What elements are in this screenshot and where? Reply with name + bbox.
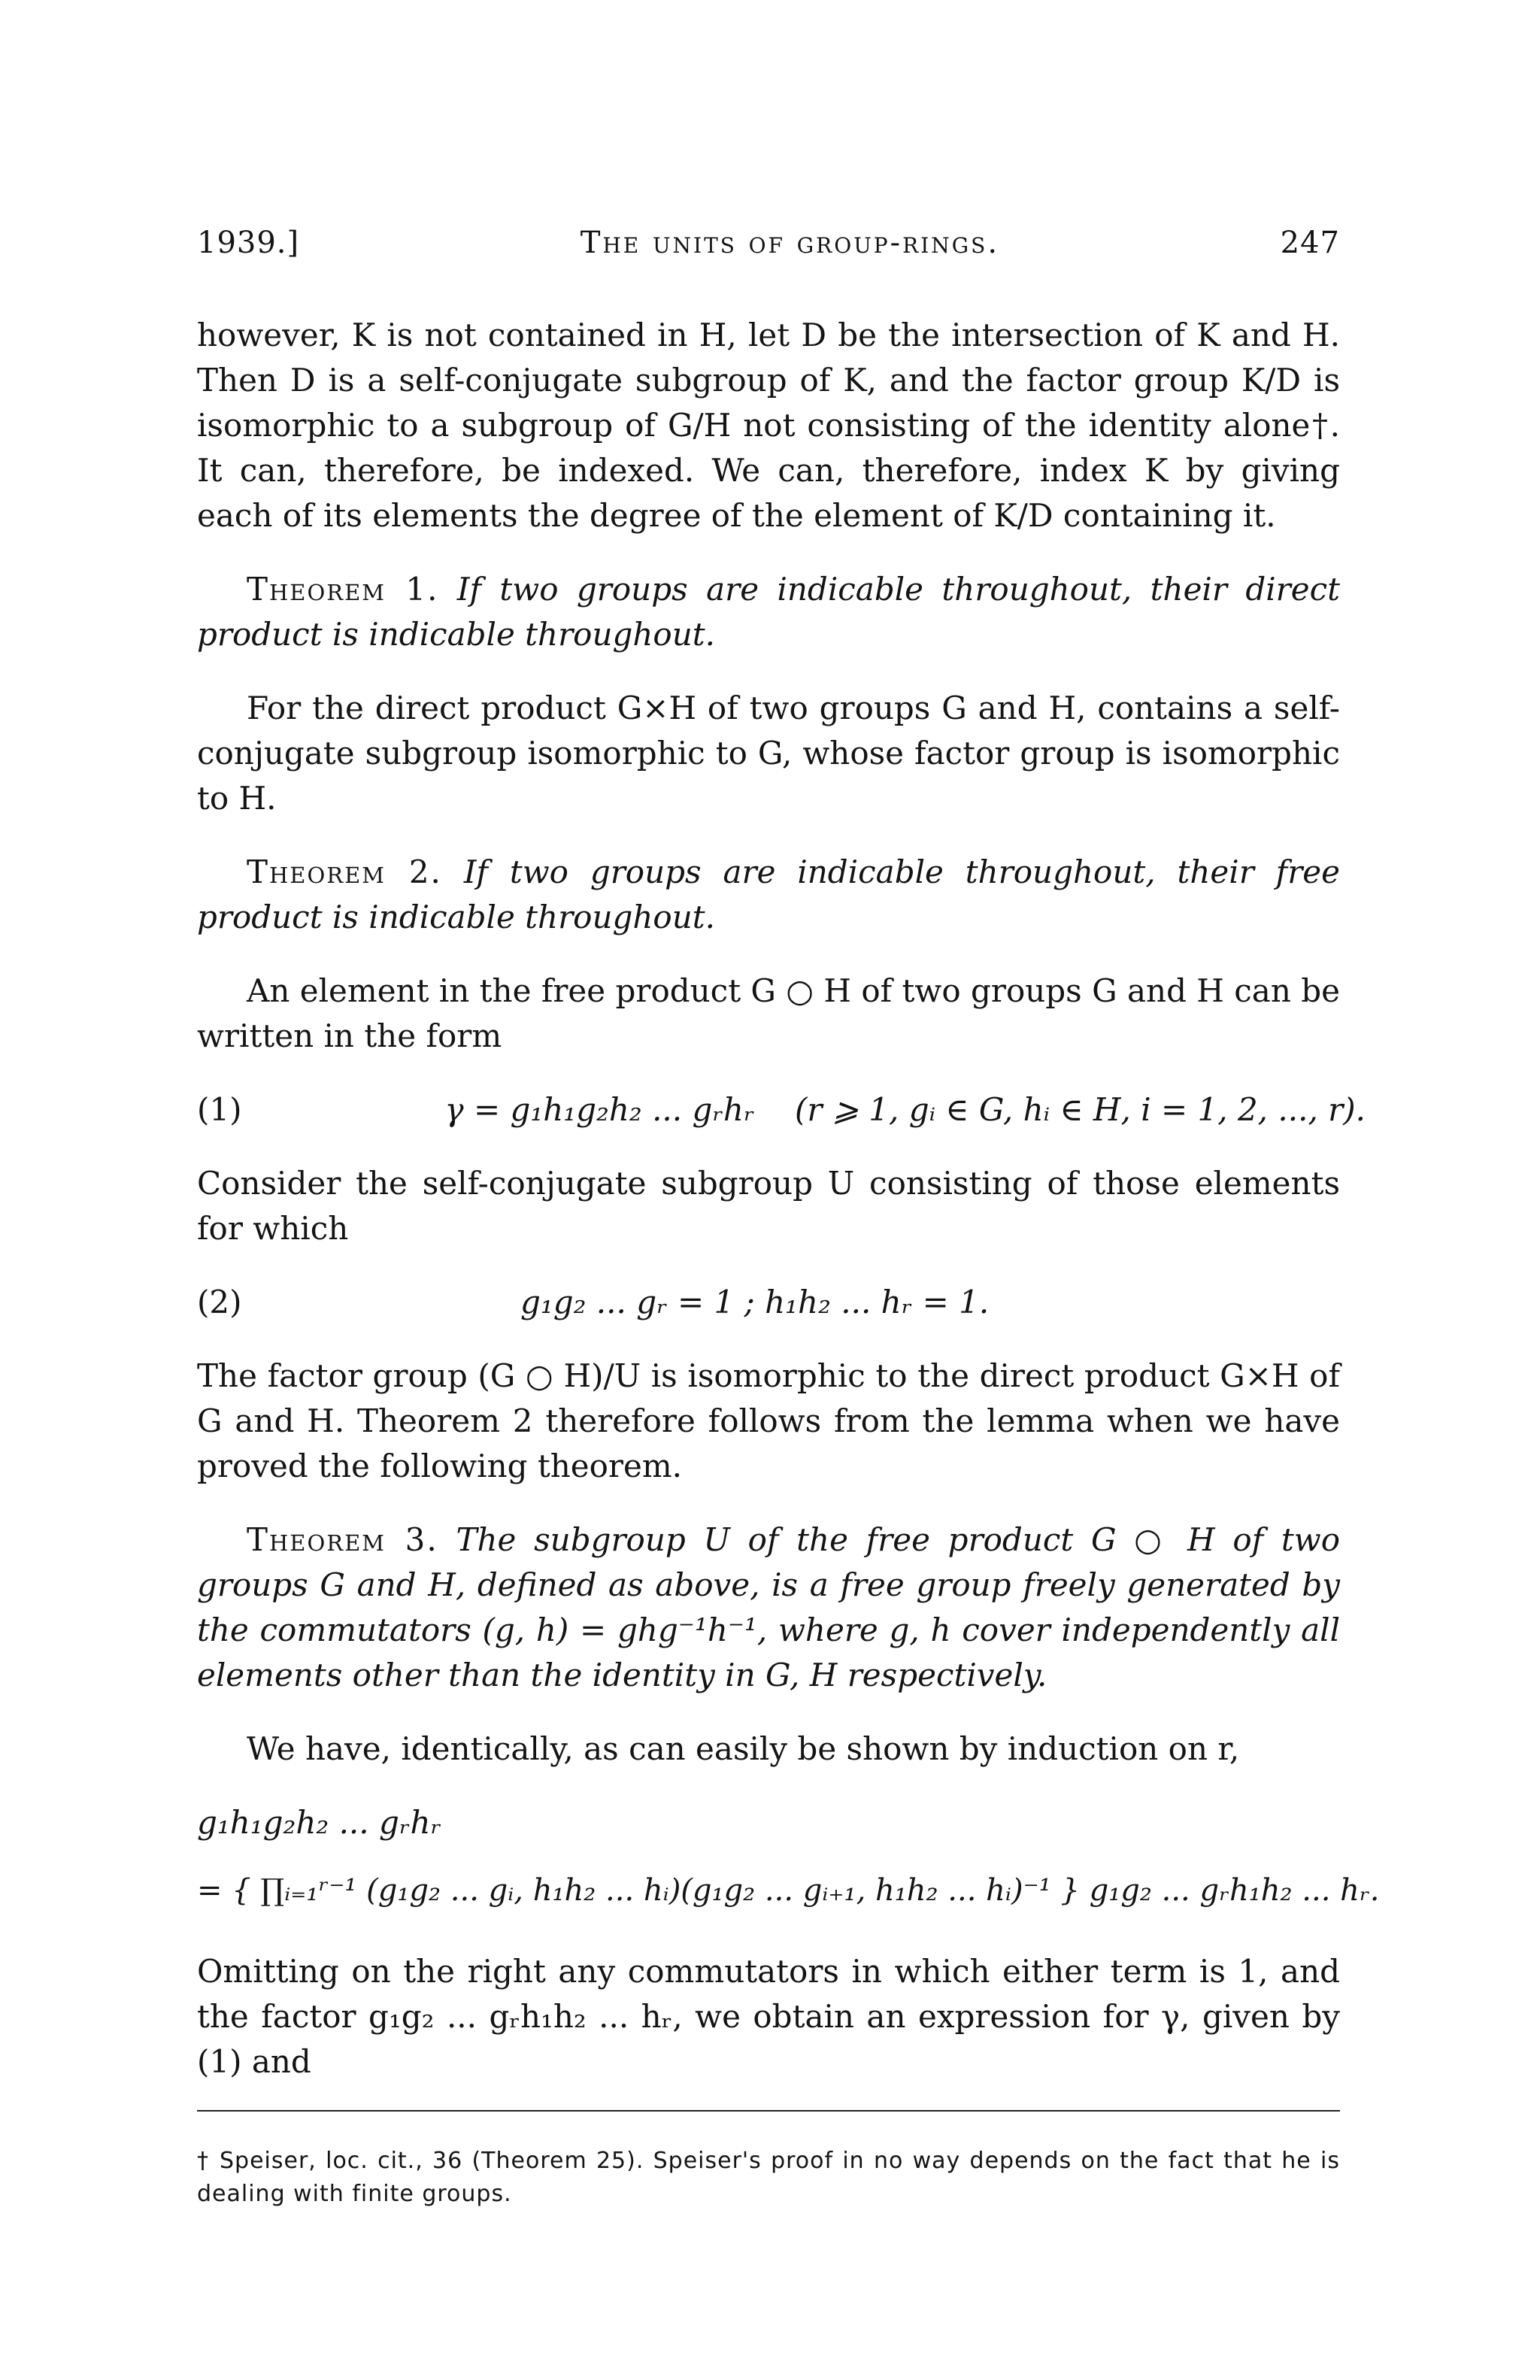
theorem-2-text: If two groups are indicable throughout, their free product is indicable throughout. (197, 853, 1340, 935)
theorem-1 (197, 567, 1340, 657)
equation-2 (197, 1280, 1340, 1325)
theorem-3-label: Theorem 3. (247, 1521, 438, 1558)
theorem-2 (197, 850, 1340, 940)
footnote: † Speiser, loc. cit., 36 (Theorem 25). Speiser's proof in no way depends on the fact that he is dealing with finite groups. (197, 2148, 1340, 2207)
paragraph-3: An element in the free product G ○ H of two groups G and H can be written in the form (197, 972, 1340, 1054)
theorem-3 (197, 1517, 1340, 1698)
footnote-rule (197, 2110, 1340, 2112)
equation-2-number: (2) (197, 1284, 242, 1320)
page (197, 226, 1380, 2211)
header-title: The units of group-rings. (580, 226, 1000, 260)
equation-3-line-2: = { ∏ᵢ₌₁ʳ⁻¹ (g₁g₂ ... gᵢ, h₁h₂ ... hᵢ)(g₁g₂ ... gᵢ₊₁, h₁h₂ ... hᵢ)⁻¹ } g₁g₂ ... gᵣh₁h₂ ... hᵣ. (197, 1873, 1380, 1908)
paragraph-7: Omitting on the right any commutators in which either term is 1, and the factor g₁g₂ ... gᵣh₁h₂ ... hᵣ, we obtain an expression for γ, given by (1) and (197, 1953, 1340, 2080)
equation-2-expression: g₁g₂ ... gᵣ = 1 ; h₁h₂ ... hᵣ = 1. (520, 1284, 990, 1320)
equation-1-expression: γ = g₁h₁g₂h₂ ... gᵣhᵣ (444, 1091, 755, 1128)
page-number: 247 (1280, 226, 1340, 260)
paragraph-4: Consider the self-conjugate subgroup U consisting of those elements for which (197, 1165, 1340, 1247)
equation-1 (197, 1087, 1366, 1132)
theorem-2-label: Theorem 2. (247, 853, 442, 890)
paragraph-1: however, K is not contained in H, let D be the intersection of K and H. Then D is a self-conjugate subgroup of K, and the factor group K/D is isomorphic to a subgroup of G/H not consisting of the identity alone†. It can, therefore, be indexed. We can, therefore, index K by giving each of its elements the degree of the element of K/D containing it. (197, 317, 1340, 534)
theorem-3-text: The subgroup U of the free product G ○ H of two groups G and H, defined as above, is a free group freely generated by the commutators (g, h) = ghg⁻¹h⁻¹, where g, h cover independently all elements other than the identity in G, H respectively. (197, 1521, 1340, 1693)
paragraph-5: The factor group (G ○ H)/U is isomorphic to the direct product G×H of G and H. Theorem 2 therefore follows from the lemma when we have proved the following theorem. (197, 1357, 1340, 1484)
equation-1-number: (1) (197, 1091, 242, 1128)
equation-3-line-1: g₁h₁g₂h₂ ... gᵣhᵣ (197, 1804, 442, 1841)
paragraph-2: For the direct product G×H of two groups G and H, contains a self-conjugate subgroup isomorphic to G, whose factor group is isomorphic to H. (197, 690, 1340, 817)
running-header (197, 226, 1340, 260)
equation-1-condition: (r ⩾ 1, gᵢ ∈ G, hᵢ ∈ H, i = 1, 2, ..., r). (794, 1091, 1366, 1128)
header-year: 1939.] (197, 226, 300, 260)
theorem-1-label: Theorem 1. (247, 571, 439, 608)
paragraph-6: We have, identically, as can easily be shown by induction on r, (247, 1730, 1240, 1767)
theorem-1-text: If two groups are indicable throughout, their direct product is indicable throughout. (197, 571, 1340, 653)
